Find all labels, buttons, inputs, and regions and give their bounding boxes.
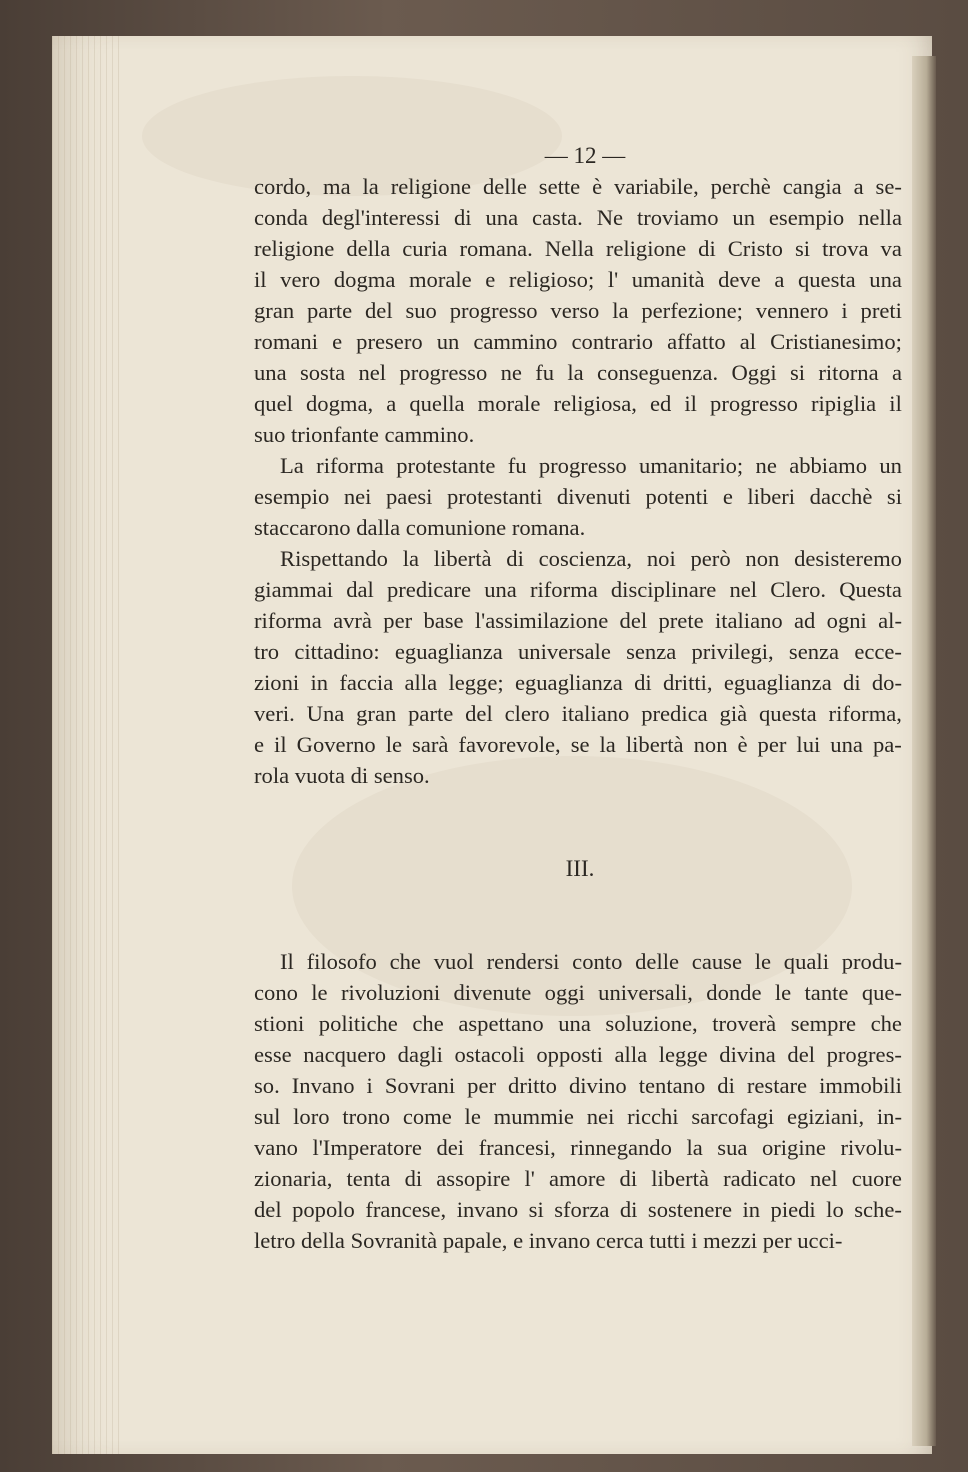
text-line: veri. Una gran parte del clero italiano predica già questa riforma,	[254, 701, 902, 726]
text-line: quel dogma, a quella morale religiosa, ed il progresso ripiglia il	[254, 391, 902, 416]
text-line: una sosta nel progresso ne fu la conseguenza. Oggi si ritorna a	[254, 360, 902, 385]
text-line: religione della curia romana. Nella religione di Cristo si trova va	[254, 236, 902, 261]
text-line: zioni in faccia alla legge; eguaglianza di dritti, eguaglianza di do-	[254, 670, 902, 695]
text-line: sul loro trono come le mummie nei ricchi sarcofagi egiziani, in-	[254, 1104, 902, 1129]
text-line: Il filosofo che vuol rendersi conto delle cause le quali produ-	[280, 949, 902, 974]
text-line: suo trionfante cammino.	[254, 422, 475, 447]
text-line: Rispettando la libertà di coscienza, noi però non desisteremo	[280, 546, 902, 571]
page-number: — 12 —	[544, 143, 626, 168]
paragraph	[254, 543, 902, 791]
text-line: letro della Sovranità papale, e invano cerca tutti i mezzi per ucci-	[254, 1228, 843, 1253]
text-line: esse nacquero dagli ostacoli opposti alla legge divina del progres-	[254, 1042, 902, 1067]
text-line: so. Invano i Sovrani per dritto divino tentano di restare immobili	[254, 1073, 902, 1098]
text-line: vano l'Imperatore dei francesi, rinnegando la sua origine rivolu-	[254, 1135, 902, 1160]
text-line: romani e presero un cammino contrario affatto al Cristianesimo;	[254, 329, 902, 354]
page-gutter	[52, 36, 122, 1454]
text-line: il vero dogma morale e religioso; l' umanità deve a questa una	[254, 267, 902, 292]
paragraph	[254, 171, 902, 450]
section-heading: III.	[565, 856, 595, 881]
paragraph	[254, 946, 902, 1256]
text-line: conda degl'interessi di una casta. Ne troviamo un esempio nella	[254, 205, 902, 230]
page-text	[254, 140, 902, 1256]
text-line: giammai dal predicare una riforma disciplinare nel Clero. Questa	[254, 577, 902, 602]
body-text-before-heading	[254, 171, 902, 791]
text-line: stioni politiche che aspettano una soluzione, troverà sempre che	[254, 1011, 902, 1036]
text-line: riforma avrà per base l'assimilazione del prete italiano ad ogni al-	[254, 608, 902, 633]
text-line: cordo, ma la religione delle sette è variabile, perchè cangia a se-	[254, 174, 902, 199]
body-text-after-heading	[254, 946, 902, 1256]
text-line: rola vuota di senso.	[254, 763, 430, 788]
text-line: zionaria, tenta di assopire l' amore di libertà radicato nel cuore	[254, 1166, 902, 1191]
text-line: staccarono dalla comunione romana.	[254, 515, 586, 540]
page-fore-edge	[912, 56, 936, 1446]
text-line: gran parte del suo progresso verso la perfezione; vennero i preti	[254, 298, 902, 323]
text-line: e il Governo le sarà favorevole, se la libertà non è per lui una pa-	[254, 732, 902, 757]
paragraph	[254, 450, 902, 543]
text-line: La riforma protestante fu progresso umanitario; ne abbiamo un	[280, 453, 902, 478]
text-line: del popolo francese, invano si sforza di sostenere in piedi lo sche-	[254, 1197, 902, 1222]
text-line: esempio nei paesi protestanti divenuti potenti e liberi dacchè si	[254, 484, 902, 509]
text-line: cono le rivoluzioni divenute oggi universali, donde le tante que-	[254, 980, 902, 1005]
text-line: tro cittadino: eguaglianza universale senza privilegi, senza ecce-	[254, 639, 902, 664]
